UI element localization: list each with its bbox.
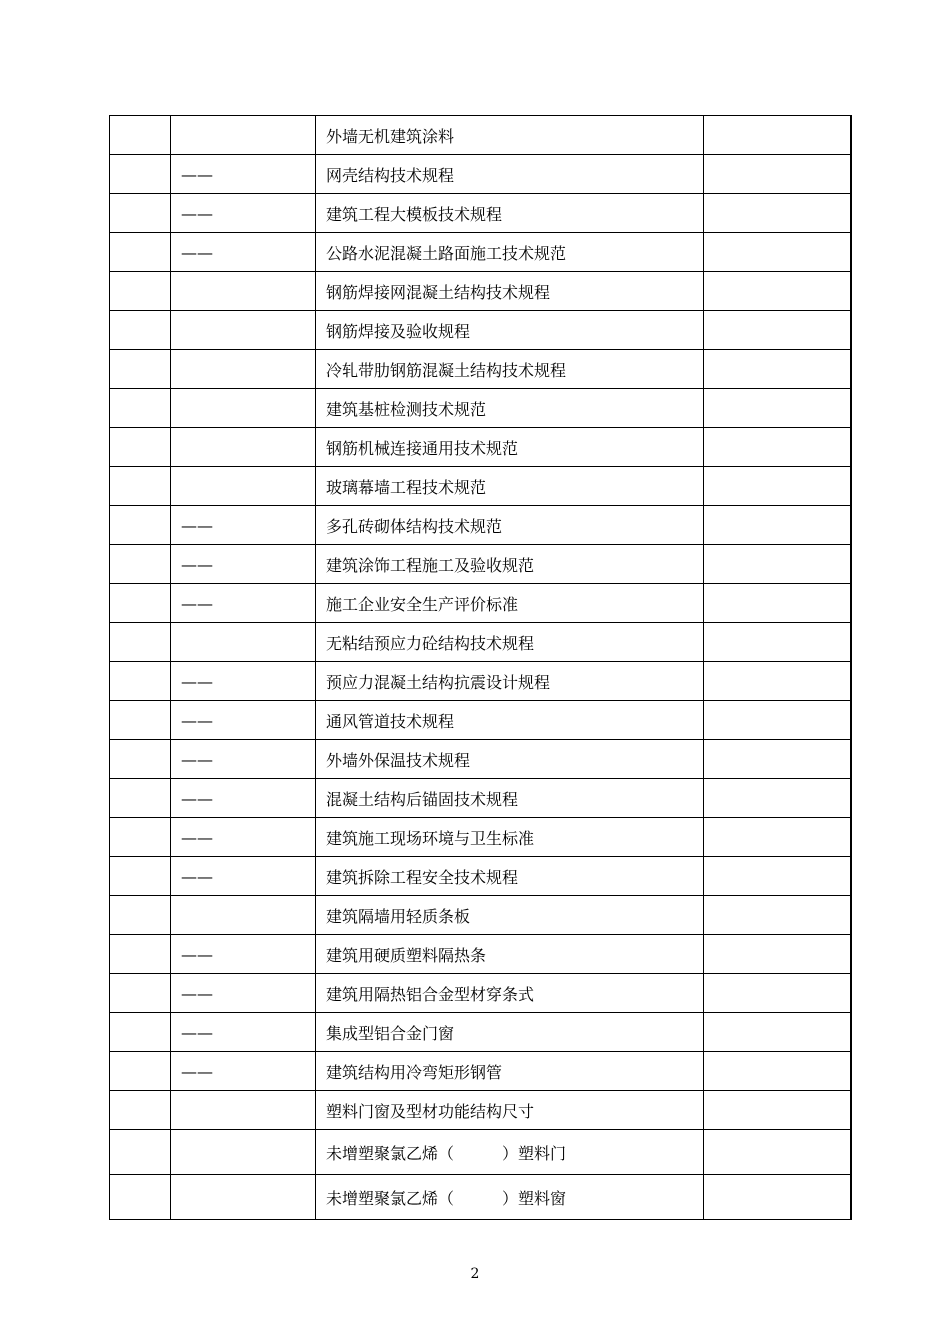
standard-title-cell: 建筑工程大模板技术规程: [316, 194, 704, 233]
remarks-cell: [704, 701, 852, 740]
row-number-cell: [110, 701, 171, 740]
remarks-cell: [704, 428, 852, 467]
remarks-cell: [704, 584, 852, 623]
row-number-cell: [110, 311, 171, 350]
standard-code-cell: ——: [171, 935, 316, 974]
table-row: [110, 233, 852, 272]
table-row: [110, 1013, 852, 1052]
remarks-cell: [704, 350, 852, 389]
standard-title-cell: 外墙外保温技术规程: [316, 740, 704, 779]
remarks-cell: [704, 935, 852, 974]
standard-title-cell: 钢筋机械连接通用技术规范: [316, 428, 704, 467]
standard-title-cell: 塑料门窗及型材功能结构尺寸: [316, 1091, 704, 1130]
standard-code-cell: [171, 272, 316, 311]
standard-title-cell: 建筑涂饰工程施工及验收规范: [316, 545, 704, 584]
standard-title-cell: 施工企业安全生产评价标准: [316, 584, 704, 623]
row-number-cell: [110, 233, 171, 272]
table-row: [110, 701, 852, 740]
row-number-cell: [110, 389, 171, 428]
row-number-cell: [110, 506, 171, 545]
table-row: [110, 1052, 852, 1091]
row-number-cell: [110, 428, 171, 467]
row-number-cell: [110, 1052, 171, 1091]
standard-title-cell: 玻璃幕墙工程技术规范: [316, 467, 704, 506]
remarks-cell: [704, 155, 852, 194]
standard-title-cell: 建筑用硬质塑料隔热条: [316, 935, 704, 974]
standard-code-cell: ——: [171, 779, 316, 818]
table-row: [110, 116, 852, 155]
remarks-cell: [704, 272, 852, 311]
standard-title-cell: 建筑基桩检测技术规范: [316, 389, 704, 428]
standard-title-cell: 建筑施工现场环境与卫生标准: [316, 818, 704, 857]
standard-title-cell: 公路水泥混凝土路面施工技术规范: [316, 233, 704, 272]
table-row: [110, 896, 852, 935]
remarks-cell: [704, 662, 852, 701]
row-number-cell: [110, 662, 171, 701]
standard-title-cell: 建筑隔墙用轻质条板: [316, 896, 704, 935]
standards-table: [109, 115, 852, 1220]
standard-code-cell: [171, 311, 316, 350]
standard-code-cell: ——: [171, 233, 316, 272]
row-number-cell: [110, 935, 171, 974]
standard-code-cell: ——: [171, 974, 316, 1013]
table-row: [110, 506, 852, 545]
standard-code-cell: [171, 1091, 316, 1130]
remarks-cell: [704, 623, 852, 662]
remarks-cell: [704, 896, 852, 935]
standard-code-cell: ——: [171, 701, 316, 740]
standard-title-cell: 无粘结预应力砼结构技术规程: [316, 623, 704, 662]
standard-title-cell: 钢筋焊接网混凝土结构技术规程: [316, 272, 704, 311]
page-number: 2: [470, 1266, 480, 1282]
standard-code-cell: [171, 1130, 316, 1175]
row-number-cell: [110, 818, 171, 857]
table-row: [110, 311, 852, 350]
standard-code-cell: ——: [171, 155, 316, 194]
standard-title-cell: 未增塑聚氯乙烯（ ）塑料窗: [316, 1175, 704, 1220]
standard-title-cell: 集成型铝合金门窗: [316, 1013, 704, 1052]
standard-code-cell: [171, 896, 316, 935]
standard-code-cell: ——: [171, 545, 316, 584]
standard-code-cell: ——: [171, 818, 316, 857]
row-number-cell: [110, 974, 171, 1013]
row-number-cell: [110, 1013, 171, 1052]
standard-title-cell: 钢筋焊接及验收规程: [316, 311, 704, 350]
table-row: [110, 974, 852, 1013]
row-number-cell: [110, 779, 171, 818]
remarks-cell: [704, 818, 852, 857]
remarks-cell: [704, 974, 852, 1013]
row-number-cell: [110, 623, 171, 662]
standard-code-cell: ——: [171, 857, 316, 896]
row-number-cell: [110, 545, 171, 584]
standard-code-cell: ——: [171, 194, 316, 233]
remarks-cell: [704, 545, 852, 584]
standard-title-cell: 建筑结构用冷弯矩形钢管: [316, 1052, 704, 1091]
standard-title-cell: 未增塑聚氯乙烯（ ）塑料门: [316, 1130, 704, 1175]
standard-title-cell: 多孔砖砌体结构技术规范: [316, 506, 704, 545]
row-number-cell: [110, 350, 171, 389]
remarks-cell: [704, 506, 852, 545]
standards-table-body: [110, 116, 852, 1220]
standard-title-cell: 通风管道技术规程: [316, 701, 704, 740]
remarks-cell: [704, 233, 852, 272]
remarks-cell: [704, 311, 852, 350]
standard-code-cell: ——: [171, 662, 316, 701]
standard-code-cell: [171, 1175, 316, 1220]
table-row: [110, 272, 852, 311]
standard-code-cell: [171, 389, 316, 428]
table-row: [110, 1091, 852, 1130]
remarks-cell: [704, 194, 852, 233]
table-row: [110, 818, 852, 857]
table-row: [110, 1175, 852, 1220]
row-number-cell: [110, 194, 171, 233]
standard-code-cell: [171, 467, 316, 506]
table-row: [110, 350, 852, 389]
standard-code-cell: ——: [171, 740, 316, 779]
row-number-cell: [110, 1175, 171, 1220]
row-number-cell: [110, 272, 171, 311]
table-row: [110, 194, 852, 233]
row-number-cell: [110, 584, 171, 623]
remarks-cell: [704, 467, 852, 506]
remarks-cell: [704, 1091, 852, 1130]
standard-title-cell: 建筑用隔热铝合金型材穿条式: [316, 974, 704, 1013]
row-number-cell: [110, 1091, 171, 1130]
remarks-cell: [704, 116, 852, 155]
row-number-cell: [110, 857, 171, 896]
remarks-cell: [704, 1130, 852, 1175]
row-number-cell: [110, 1130, 171, 1175]
row-number-cell: [110, 467, 171, 506]
table-row: [110, 545, 852, 584]
remarks-cell: [704, 779, 852, 818]
table-row: [110, 935, 852, 974]
row-number-cell: [110, 155, 171, 194]
remarks-cell: [704, 1013, 852, 1052]
remarks-cell: [704, 740, 852, 779]
standard-title-cell: 预应力混凝土结构抗震设计规程: [316, 662, 704, 701]
standard-code-cell: ——: [171, 506, 316, 545]
standard-title-cell: 冷轧带肋钢筋混凝土结构技术规程: [316, 350, 704, 389]
table-row: [110, 662, 852, 701]
row-number-cell: [110, 116, 171, 155]
remarks-cell: [704, 1175, 852, 1220]
remarks-cell: [704, 389, 852, 428]
table-row: [110, 857, 852, 896]
remarks-cell: [704, 1052, 852, 1091]
table-row: [110, 389, 852, 428]
table-row: [110, 740, 852, 779]
standard-code-cell: [171, 350, 316, 389]
row-number-cell: [110, 896, 171, 935]
standard-title-cell: 网壳结构技术规程: [316, 155, 704, 194]
table-row: [110, 779, 852, 818]
table-row: [110, 1130, 852, 1175]
standard-title-cell: 建筑拆除工程安全技术规程: [316, 857, 704, 896]
row-number-cell: [110, 740, 171, 779]
standard-code-cell: [171, 116, 316, 155]
table-row: [110, 155, 852, 194]
standard-code-cell: ——: [171, 584, 316, 623]
standard-code-cell: ——: [171, 1013, 316, 1052]
remarks-cell: [704, 857, 852, 896]
standard-title-cell: 外墙无机建筑涂料: [316, 116, 704, 155]
standard-code-cell: [171, 623, 316, 662]
standard-code-cell: ——: [171, 1052, 316, 1091]
table-row: [110, 467, 852, 506]
standard-code-cell: [171, 428, 316, 467]
table-row: [110, 428, 852, 467]
table-row: [110, 623, 852, 662]
standard-title-cell: 混凝土结构后锚固技术规程: [316, 779, 704, 818]
table-row: [110, 584, 852, 623]
